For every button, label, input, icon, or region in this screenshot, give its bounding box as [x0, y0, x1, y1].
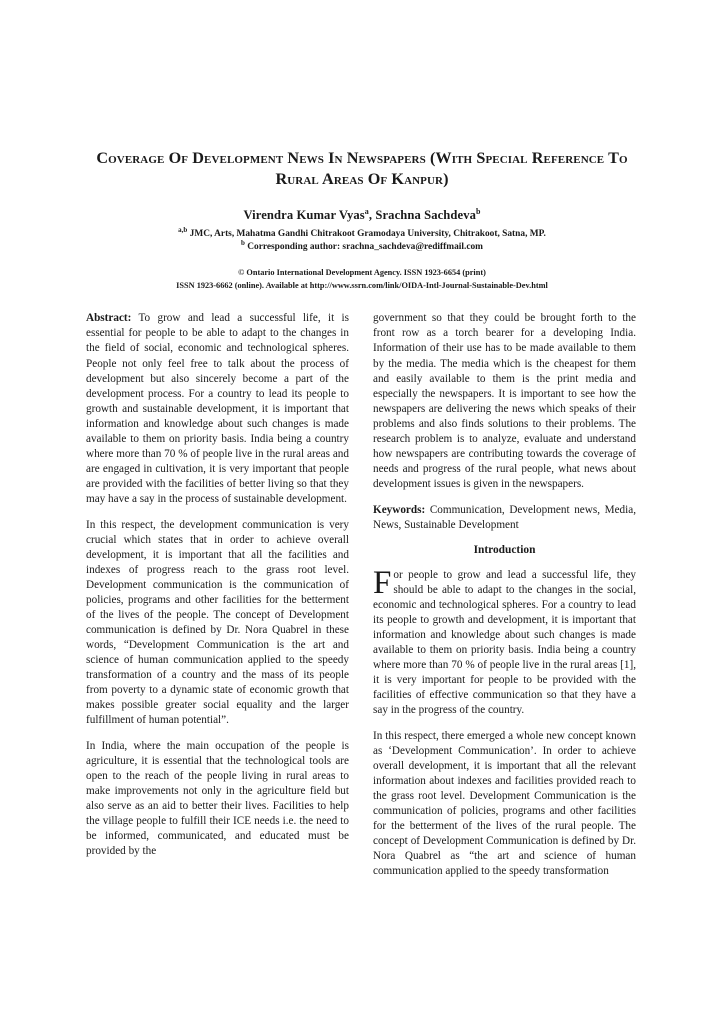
- corresponding-author-text: Corresponding author: srachna_sachdeva@rediffmail.com: [247, 242, 483, 253]
- affiliation-line-1: [86, 225, 638, 241]
- drop-cap: F: [373, 564, 392, 601]
- affiliation-1-text: JMC, Arts, Mahatma Gandhi Chitrakoot Gramodaya University, Chitrakoot, Satna, MP.: [189, 228, 546, 239]
- abstract-paragraph-2: In this respect, the development communication is very crucial which states that in order to achieve overall development, it is important that all the facilities and indexes of progress reach to the grass root level. Development communication is the communication of policies, programs and other facilities for the betterment of the lives of the people. The concept of Development communication is defined by Dr. Nora Quabrel in these words, “Development Communication is the art and science of human communication applied to the speedy transformation of a country and the mass of its people from poverty to a dynamic state of economic growth that makes possible greater social equality and the larger fulfillment of human potential”.: [86, 518, 349, 727]
- keywords-label: Keywords:: [373, 503, 426, 516]
- abstract-text-1: To grow and lead a successful life, it is essential for people to be able to adapt to the changes in the field of social, economic and technological spheres. People not only feel free to talk about the process of development but also sincerely become a part of the development process. For a country to lead its people to growth and sustainable development, it is important that information and knowledge about such changes is made available to them on priority basis. India being a country where more than 70 % of people live in the rural areas and are engaged in cultivation, it is very important that people are provided with the facilities of better living so that they may have a say in the process of sustainable development.: [86, 312, 349, 506]
- keywords-value: Communication, Development news, Media, News, Sustainable Development: [373, 503, 636, 531]
- abstract-paragraph-1: [86, 311, 349, 507]
- abstract-paragraph-4: government so that they could be brought forth to the front row as a torch bearer for a developing India. Information of their use has to be made available to them by the media. The media which is the cheapest for them and easily available to them is the print media and especially the newspapers. It is important to see how the newspapers are delivering the news which speaks of their problems and also finds solutions to their problems. The research problem is to analyze, evaluate and understand how newspapers are contributing towards the coverage of needs and progress of the rural people, what news about development issues is given in the newspapers.: [373, 312, 636, 490]
- author-name-2: Srachna Sachdeva: [375, 207, 476, 222]
- intro-paragraph-1: [373, 564, 636, 719]
- copyright-line-2: ISSN 1923-6662 (online). Available at http://www.ssrn.com/link/OIDA-Intl-Journal-Sustainable-Dev.html: [176, 280, 548, 290]
- section-heading-introduction: Introduction: [473, 544, 536, 557]
- column-left: [86, 311, 349, 889]
- body-columns: [86, 311, 638, 889]
- abstract-paragraph-3: In India, where the main occupation of the people is agriculture, it is essential that the technological tools are open to the reach of the people living in rural areas to make improvements not only in the agriculture field but also serve as an aid to better their lives. Facilities to help the village people to fulfill their ICE needs i.e. the need to be informed, communicated, and educated must be provided by the: [86, 740, 349, 858]
- intro-text-1: or people to grow and lead a successful life, they should be able to adapt to the changes in the social, economic and technological spheres. For a country to lead its people to growth and development, it is important that information and knowledge about such changes is made available to them on priority basis. India being a country where more than 70 % of people live in the rural areas [1], it is very important for people to be provided with the facilities of effective communication so that they have a say in the progress of the country.: [373, 568, 636, 717]
- author-1-affil-marker: a: [364, 206, 369, 216]
- author-separator: ,: [368, 207, 376, 222]
- affiliation-1-marker: a,b: [178, 225, 188, 234]
- copyright-block: [86, 267, 638, 292]
- keywords-paragraph: [373, 503, 636, 533]
- column-right: [373, 311, 636, 889]
- affiliation-2-marker: b: [241, 238, 245, 247]
- author-name-1: Virendra Kumar Vyas: [243, 207, 365, 222]
- copyright-line-1: © Ontario International Development Agency. ISSN 1923-6654 (print): [238, 268, 486, 278]
- page-title: Coverage Of Development News In Newspapers (With Special Reference To Rural Areas Of Kanpur): [96, 149, 628, 189]
- affiliation-block: [86, 225, 638, 255]
- affiliation-line-2: [86, 238, 638, 254]
- author-2-affil-marker: b: [476, 206, 481, 216]
- author-list: [86, 208, 638, 223]
- intro-paragraph-2: In this respect, there emerged a whole new concept known as ‘Development Communication’. In order to achieve overall development, it is important that all the relevant information about indexes and facilities provided reach to the grass root level. Development Communication is the communication of policies, programs and other facilities for the betterment of the lives of the rural people. The concept of Development Communication is defined by Dr. Nora Quabrel as “the art and science of human communication applied to the speedy transformation: [373, 729, 636, 878]
- abstract-label: Abstract:: [86, 312, 132, 325]
